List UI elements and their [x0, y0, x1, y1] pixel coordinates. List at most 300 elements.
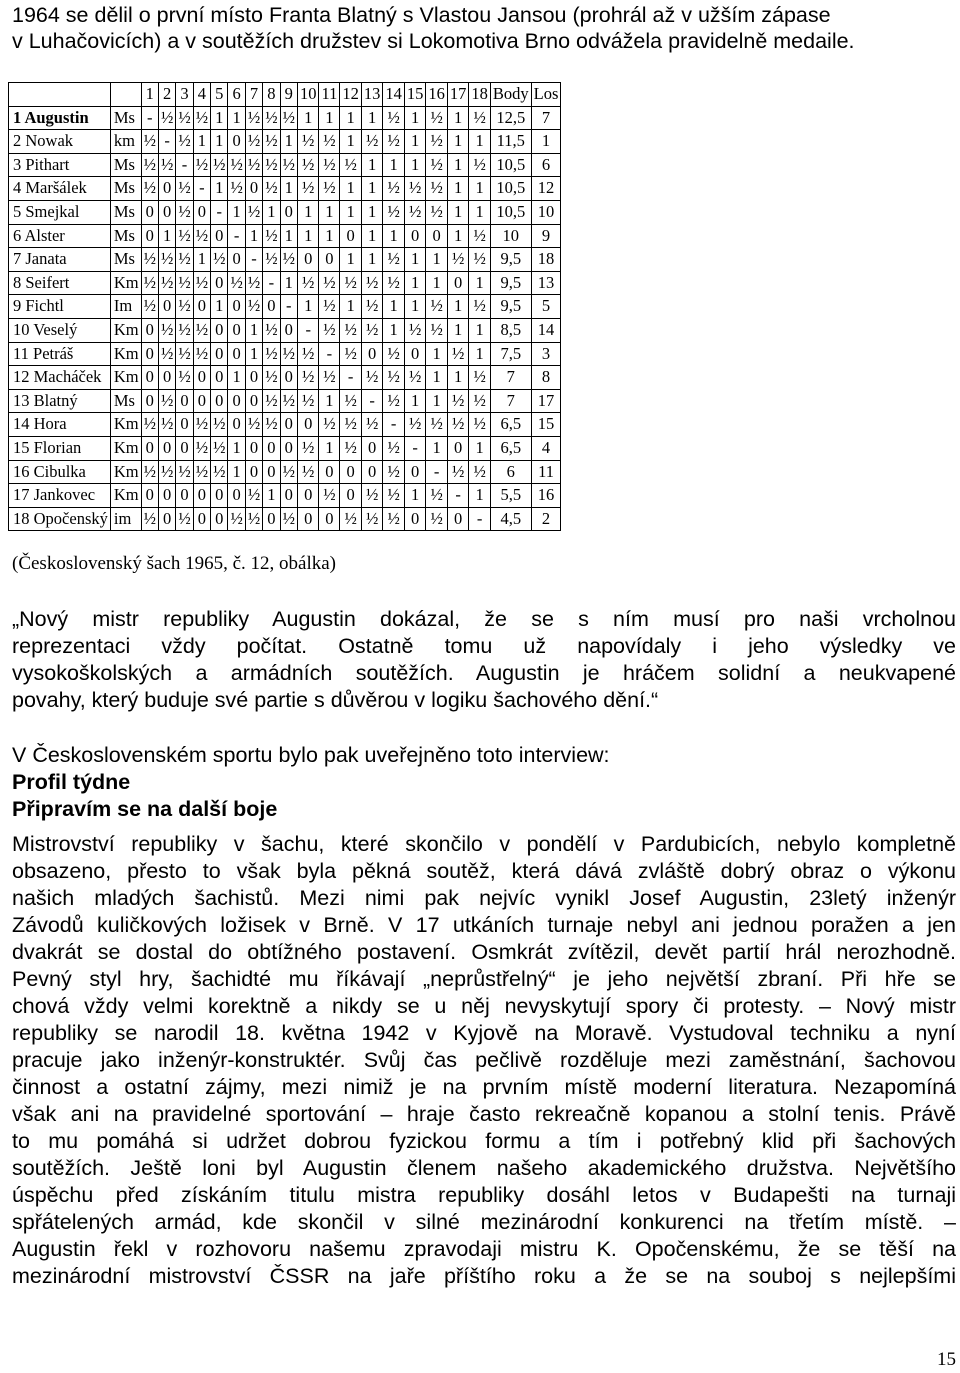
score-cell: 1: [383, 224, 405, 248]
header-cell: Body: [490, 83, 531, 107]
player-title: Im: [110, 295, 141, 319]
score-cell: 1: [340, 177, 362, 201]
article-line: mezinárodní mistrovství ČSSR na jaře příštího roku a že se na souboj s nejlepšími: [12, 1264, 956, 1288]
score-cell: ½: [319, 366, 340, 390]
score-cell: -: [158, 130, 175, 154]
score-cell: -: [211, 200, 228, 224]
rank-number: 10: [13, 319, 30, 339]
score-cell: ½: [176, 318, 193, 342]
player-title: Ms: [110, 389, 141, 413]
article-line: soutěžích. Ještě loni byl Augustin členem našeho akademického družstva. Největšího: [12, 1156, 956, 1180]
score-cell: 0: [426, 224, 448, 248]
score-cell: ½: [297, 271, 319, 295]
los-cell: 11: [531, 460, 561, 484]
score-cell: ½: [426, 177, 448, 201]
score-cell: 0: [211, 342, 228, 366]
rank-name-cell: [9, 484, 111, 508]
score-cell: 0: [141, 484, 158, 508]
score-cell: 0: [176, 413, 193, 437]
score-cell: ½: [263, 413, 280, 437]
score-cell: ½: [426, 200, 448, 224]
score-cell: ½: [340, 342, 362, 366]
score-cell: ½: [193, 436, 210, 460]
score-cell: -: [319, 342, 340, 366]
player-name: Petráš: [33, 343, 74, 363]
score-cell: ½: [245, 271, 262, 295]
score-cell: ½: [426, 318, 448, 342]
rank-name-cell: [9, 295, 111, 319]
score-cell: ½: [193, 460, 210, 484]
player-title: Ms: [110, 153, 141, 177]
score-cell: 1: [297, 106, 319, 130]
score-cell: ½: [263, 106, 280, 130]
header-cell-empty: [9, 83, 111, 107]
rank-number: 7: [13, 249, 22, 269]
points-cell: 8,5: [490, 318, 531, 342]
table-row: [9, 318, 561, 342]
points-cell: 10: [490, 224, 531, 248]
score-cell: ½: [141, 460, 158, 484]
rank-number: 8: [13, 272, 22, 292]
score-cell: ½: [297, 342, 319, 366]
score-cell: 1: [193, 248, 210, 272]
score-cell: 0: [193, 200, 210, 224]
score-cell: ½: [361, 507, 383, 531]
score-cell: 1: [469, 200, 491, 224]
score-cell: ½: [263, 130, 280, 154]
player-title: Km: [110, 271, 141, 295]
los-cell: 8: [531, 366, 561, 390]
score-cell: 1: [228, 460, 245, 484]
points-cell: 9,5: [490, 295, 531, 319]
score-cell: ½: [263, 318, 280, 342]
score-cell: ½: [193, 413, 210, 437]
rank-number: 12: [13, 367, 30, 387]
player-name: Cibulka: [33, 461, 86, 481]
score-cell: ½: [469, 389, 491, 413]
score-cell: ½: [447, 248, 469, 272]
score-cell: ½: [319, 484, 340, 508]
score-cell: ½: [383, 130, 405, 154]
score-cell: -: [404, 436, 426, 460]
header-cell: 10: [297, 83, 319, 107]
score-cell: -: [340, 366, 362, 390]
score-cell: ½: [280, 248, 297, 272]
points-cell: 12,5: [490, 106, 531, 130]
score-cell: 0: [245, 366, 262, 390]
table-row: [9, 484, 561, 508]
score-cell: ½: [426, 413, 448, 437]
points-cell: 6,5: [490, 413, 531, 437]
score-cell: 0: [447, 436, 469, 460]
score-cell: 0: [447, 271, 469, 295]
header-cell: Los: [531, 83, 561, 107]
score-cell: 0: [158, 507, 175, 531]
score-cell: ½: [383, 177, 405, 201]
table-row: [9, 342, 561, 366]
score-cell: 0: [297, 507, 319, 531]
score-cell: 0: [193, 295, 210, 319]
heading-profile: Profil týdne: [12, 770, 131, 794]
score-cell: 1: [447, 318, 469, 342]
score-cell: 0: [319, 460, 340, 484]
header-row: [9, 83, 561, 107]
heading-article: Připravím se na další boje: [12, 797, 278, 821]
score-cell: -: [280, 295, 297, 319]
header-cell: 13: [361, 83, 383, 107]
player-title: Km: [110, 436, 141, 460]
score-cell: 1: [469, 130, 491, 154]
score-cell: ½: [141, 177, 158, 201]
rank-number: 9: [13, 296, 22, 316]
rank-number: 13: [13, 390, 30, 410]
player-name: Augustin: [24, 107, 89, 127]
score-cell: 1: [426, 248, 448, 272]
score-cell: ½: [176, 460, 193, 484]
rank-name-cell: [9, 342, 111, 366]
article-line: Mistrovství republiky v šachu, které skončilo v pondělí v Pardubicích, nebylo kompletně: [12, 832, 956, 856]
score-cell: ½: [319, 130, 340, 154]
score-cell: -: [193, 177, 210, 201]
score-cell: 0: [158, 200, 175, 224]
score-cell: 0: [228, 295, 245, 319]
intro-line: 1964 se dělil o první místo Franta Blatný s Vlastou Jansou (prohrál až v užším zápase: [12, 3, 831, 27]
score-cell: -: [228, 224, 245, 248]
score-cell: ½: [426, 295, 448, 319]
score-cell: 0: [280, 200, 297, 224]
header-cell: 9: [280, 83, 297, 107]
score-cell: ½: [263, 177, 280, 201]
score-cell: 1: [211, 177, 228, 201]
score-cell: 0: [404, 342, 426, 366]
rank-number: 16: [13, 461, 30, 481]
score-cell: 0: [158, 366, 175, 390]
score-cell: ½: [263, 342, 280, 366]
score-cell: -: [361, 389, 383, 413]
rank-number: 4: [13, 178, 22, 198]
rank-name-cell: [9, 153, 111, 177]
header-cell: 7: [245, 83, 262, 107]
player-name: Veselý: [33, 319, 78, 339]
score-cell: 1: [211, 295, 228, 319]
rank-number: 5: [13, 201, 22, 221]
score-cell: 0: [280, 436, 297, 460]
article-line: obsazeno, přesto to však byla pěkná soutěž, která dává zvláště dobrý obraz o výkonu: [12, 859, 956, 883]
score-cell: 1: [319, 200, 340, 224]
player-name: Fichtl: [25, 296, 64, 316]
points-cell: 9,5: [490, 271, 531, 295]
rank-name-cell: [9, 248, 111, 272]
score-cell: ½: [404, 200, 426, 224]
table-row: [9, 200, 561, 224]
article-line: našich mladých šachistů. Mezi nimi pak nejvíc vynikl Josef Augustin, 23letý inženýr: [12, 886, 956, 910]
score-cell: 0: [280, 318, 297, 342]
score-cell: 0: [141, 200, 158, 224]
interview-section: [12, 742, 956, 823]
article-line: spřátelených armád, kde skončil v silné mezinárodní konkurenci na třetím místě. –: [12, 1210, 956, 1234]
score-cell: ½: [280, 106, 297, 130]
rank-number: 6: [13, 225, 22, 245]
score-cell: 0: [319, 507, 340, 531]
quote-line: „Nový mistr republiky Augustin dokázal, že se s ním musí pro naši vrcholnou: [12, 607, 956, 631]
score-cell: 0: [280, 413, 297, 437]
los-cell: 17: [531, 389, 561, 413]
score-cell: 1: [228, 366, 245, 390]
score-cell: 0: [319, 248, 340, 272]
score-cell: ½: [228, 153, 245, 177]
score-cell: ½: [211, 460, 228, 484]
score-cell: ½: [469, 106, 491, 130]
los-cell: 18: [531, 248, 561, 272]
score-cell: 1: [280, 130, 297, 154]
score-cell: 1: [404, 106, 426, 130]
score-cell: 0: [404, 507, 426, 531]
score-cell: 1: [297, 295, 319, 319]
los-cell: 9: [531, 224, 561, 248]
score-cell: 0: [340, 460, 362, 484]
table-row: [9, 177, 561, 201]
score-cell: 1: [280, 224, 297, 248]
score-cell: 0: [193, 389, 210, 413]
score-cell: 1: [361, 248, 383, 272]
score-cell: ½: [193, 318, 210, 342]
score-cell: 1: [280, 177, 297, 201]
score-cell: ½: [426, 130, 448, 154]
score-cell: ½: [228, 271, 245, 295]
score-cell: ½: [447, 342, 469, 366]
table-row: [9, 295, 561, 319]
score-cell: ½: [141, 153, 158, 177]
score-cell: 1: [469, 318, 491, 342]
header-cell: 15: [404, 83, 426, 107]
interview-intro: V Československém sportu bylo pak uveřejněno toto interview:: [12, 743, 610, 767]
score-cell: ½: [193, 224, 210, 248]
score-cell: ½: [245, 106, 262, 130]
article-line: úspěchu před získáním titulu mistra republiky dosáhl letos v Budapešti na turnaji: [12, 1183, 956, 1207]
header-cell: 6: [228, 83, 245, 107]
score-cell: 1: [211, 106, 228, 130]
rank-name-cell: [9, 413, 111, 437]
score-cell: 0: [158, 177, 175, 201]
score-cell: 0: [263, 295, 280, 319]
los-cell: 2: [531, 507, 561, 531]
score-cell: 1: [361, 177, 383, 201]
score-cell: ½: [211, 413, 228, 437]
player-title: im: [110, 507, 141, 531]
score-cell: ½: [361, 318, 383, 342]
score-cell: ½: [426, 153, 448, 177]
score-cell: -: [141, 106, 158, 130]
article-line: to mu pomáhá si udržet dobrou fyzickou formu a tím i potřebný klid při šachových: [12, 1129, 956, 1153]
points-cell: 10,5: [490, 200, 531, 224]
score-cell: ½: [158, 318, 175, 342]
score-cell: ½: [404, 177, 426, 201]
score-cell: 0: [404, 460, 426, 484]
player-name: Alster: [24, 225, 65, 245]
score-cell: ½: [158, 271, 175, 295]
score-cell: 1: [361, 224, 383, 248]
score-cell: ½: [383, 460, 405, 484]
player-title: Km: [110, 366, 141, 390]
player-name: Nowak: [25, 131, 74, 151]
score-cell: 0: [245, 460, 262, 484]
score-cell: 0: [263, 460, 280, 484]
score-cell: 0: [193, 366, 210, 390]
score-cell: 1: [263, 484, 280, 508]
score-cell: ½: [245, 413, 262, 437]
player-name: Jankovec: [33, 485, 96, 505]
score-cell: ½: [340, 507, 362, 531]
score-cell: 1: [447, 200, 469, 224]
score-cell: 1: [447, 295, 469, 319]
table-row: [9, 271, 561, 295]
score-cell: ½: [141, 413, 158, 437]
score-cell: ½: [383, 436, 405, 460]
header-cell: 4: [193, 83, 210, 107]
table-row: [9, 366, 561, 390]
score-cell: ½: [469, 153, 491, 177]
score-cell: ½: [280, 507, 297, 531]
score-cell: 1: [469, 177, 491, 201]
score-cell: ½: [211, 248, 228, 272]
score-cell: 1: [319, 224, 340, 248]
rank-name-cell: [9, 318, 111, 342]
article-line: republiky se narodil 18. května 1942 v Kyjově na Moravě. Vystudoval techniku a nyní: [12, 1021, 956, 1045]
score-cell: 0: [176, 484, 193, 508]
page-number: 15: [937, 1349, 956, 1370]
los-cell: 12: [531, 177, 561, 201]
score-cell: 1: [245, 318, 262, 342]
score-cell: ½: [361, 366, 383, 390]
score-cell: 1: [447, 177, 469, 201]
score-cell: 0: [228, 342, 245, 366]
score-cell: ½: [340, 389, 362, 413]
score-cell: ½: [141, 130, 158, 154]
score-cell: ½: [158, 460, 175, 484]
rank-name-cell: [9, 436, 111, 460]
score-cell: 1: [426, 366, 448, 390]
player-title: Ms: [110, 248, 141, 272]
score-cell: 1: [340, 200, 362, 224]
player-title: Ms: [110, 177, 141, 201]
score-cell: 0: [228, 318, 245, 342]
score-cell: ½: [469, 248, 491, 272]
header-cell: 14: [383, 83, 405, 107]
score-cell: ½: [383, 200, 405, 224]
score-cell: 1: [404, 248, 426, 272]
score-cell: ½: [319, 153, 340, 177]
player-title: Ms: [110, 224, 141, 248]
header-cell-empty: [110, 83, 141, 107]
score-cell: ½: [193, 153, 210, 177]
score-cell: 0: [141, 224, 158, 248]
score-cell: 1: [319, 106, 340, 130]
score-cell: 1: [426, 436, 448, 460]
los-cell: 4: [531, 436, 561, 460]
score-cell: ½: [245, 130, 262, 154]
score-cell: 1: [280, 271, 297, 295]
score-cell: ½: [340, 318, 362, 342]
score-cell: 0: [228, 248, 245, 272]
score-cell: ½: [176, 342, 193, 366]
score-cell: ½: [383, 366, 405, 390]
player-name: Macháček: [33, 367, 102, 387]
score-cell: 0: [297, 413, 319, 437]
points-cell: 10,5: [490, 153, 531, 177]
quote-line: vysokoškolských a armádních soutěžích. Augustin je hráčem solidní a neukvapené: [12, 661, 956, 685]
header-cell: 12: [340, 83, 362, 107]
quote-line: povahy, který buduje své partie s důvěrou v logiku šachového dění.“: [12, 688, 659, 712]
header-cell: 18: [469, 83, 491, 107]
score-cell: 0: [228, 130, 245, 154]
los-cell: 7: [531, 106, 561, 130]
score-cell: ½: [383, 342, 405, 366]
player-name: Florian: [33, 437, 82, 457]
article-line: chová vždy velmi korektně a nikdy se u něj nevyskytují spory či protesty. – Nový mistr: [12, 994, 956, 1018]
score-cell: 0: [158, 436, 175, 460]
score-cell: ½: [280, 460, 297, 484]
table-source-caption: (Československý šach 1965, č. 12, obálka): [12, 553, 336, 574]
score-cell: ½: [176, 507, 193, 531]
score-cell: ½: [426, 106, 448, 130]
table-row: [9, 413, 561, 437]
score-cell: ½: [176, 295, 193, 319]
score-cell: 1: [340, 106, 362, 130]
player-title: km: [110, 130, 141, 154]
score-cell: ½: [297, 177, 319, 201]
score-cell: 0: [158, 295, 175, 319]
score-cell: ½: [319, 271, 340, 295]
los-cell: 13: [531, 271, 561, 295]
player-name: Opočenský: [33, 508, 108, 528]
score-cell: ½: [141, 295, 158, 319]
los-cell: 6: [531, 153, 561, 177]
score-cell: 1: [297, 224, 319, 248]
score-cell: ½: [176, 177, 193, 201]
score-cell: ½: [193, 106, 210, 130]
rank-name-cell: [9, 106, 111, 130]
score-cell: 0: [447, 507, 469, 531]
article-line: pracuje jako inženýr-konstruktér. Svůj čas pečlivě rozděluje mezi zaměstnání, šachovou: [12, 1048, 956, 1072]
player-name: Hora: [33, 414, 67, 434]
player-title: Km: [110, 460, 141, 484]
los-cell: 10: [531, 200, 561, 224]
score-cell: ½: [319, 413, 340, 437]
score-cell: 0: [193, 507, 210, 531]
score-cell: ½: [158, 342, 175, 366]
player-name: Pithart: [25, 154, 70, 174]
header-cell: 11: [319, 83, 340, 107]
score-cell: 0: [280, 484, 297, 508]
score-cell: ½: [383, 389, 405, 413]
los-cell: 15: [531, 413, 561, 437]
score-cell: ½: [245, 507, 262, 531]
player-name: Maršálek: [25, 178, 87, 198]
score-cell: ½: [263, 366, 280, 390]
rank-number: 15: [13, 437, 30, 457]
score-cell: -: [447, 484, 469, 508]
rank-name-cell: [9, 200, 111, 224]
player-title: Km: [110, 342, 141, 366]
score-cell: 1: [319, 389, 340, 413]
score-cell: 1: [340, 295, 362, 319]
score-cell: 1: [404, 130, 426, 154]
score-cell: -: [383, 413, 405, 437]
score-cell: ½: [245, 295, 262, 319]
score-cell: 0: [141, 342, 158, 366]
score-cell: 1: [404, 153, 426, 177]
score-cell: 1: [404, 295, 426, 319]
